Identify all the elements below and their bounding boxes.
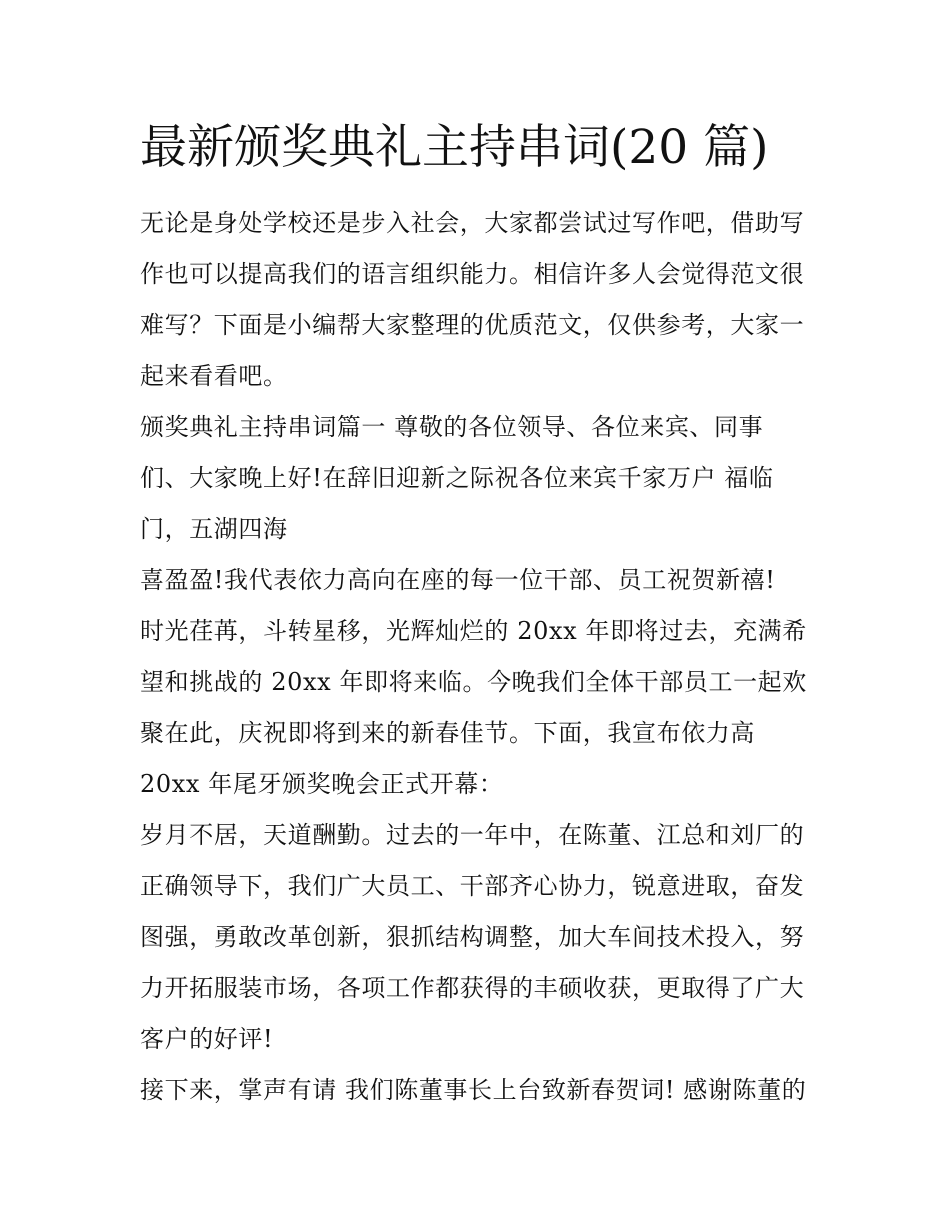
body-line: 正确领导下，我们广大员工、干部齐心协力，锐意进取，奋发 bbox=[140, 872, 805, 900]
body-line: 接下来，掌声有请 我们陈董事长上台致新春贺词! 感谢陈董的 bbox=[140, 1076, 807, 1104]
document-body bbox=[140, 198, 820, 1116]
body-line: 起来看看吧。 bbox=[140, 362, 288, 390]
body-line: 颁奖典礼主持串词篇一 尊敬的各位领导、各位来宾、同事 bbox=[140, 413, 764, 441]
body-line: 20xx 年尾牙颁奖晚会正式开幕： bbox=[140, 770, 504, 798]
body-line: 客户的好评! bbox=[140, 1025, 274, 1053]
body-line: 图强，勇敢改革创新，狠抓结构调整，加大车间技术投入，努 bbox=[140, 923, 805, 951]
document-title: 最新颁奖典礼主持串词(20 篇) bbox=[140, 120, 769, 175]
body-line: 无论是身处学校还是步入社会，大家都尝试过写作吧，借助写 bbox=[140, 209, 805, 237]
body-line: 作也可以提高我们的语言组织能力。相信许多人会觉得范文很 bbox=[140, 260, 805, 288]
body-line: 门，五湖四海 bbox=[140, 515, 288, 543]
body-line: 聚在此，庆祝即将到来的新春佳节。下面，我宣布依力高 bbox=[140, 719, 755, 747]
body-line: 时光荏苒，斗转星移，光辉灿烂的 20xx 年即将过去，充满希 bbox=[140, 617, 807, 645]
body-line: 力开拓服装市场，各项工作都获得的丰硕收获，更取得了广大 bbox=[140, 974, 805, 1002]
body-line: 望和挑战的 20xx 年即将来临。今晚我们全体干部员工一起欢 bbox=[140, 668, 807, 696]
body-line: 难写？下面是小编帮大家整理的优质范文，仅供参考，大家一 bbox=[140, 311, 805, 339]
body-line: 岁月不居，天道酬勤。过去的一年中，在陈董、江总和刘厂的 bbox=[140, 821, 805, 849]
body-line: 喜盈盈!我代表依力高向在座的每一位干部、员工祝贺新禧! bbox=[140, 566, 776, 594]
body-line: 们、大家晚上好!在辞旧迎新之际祝各位来宾千家万户 福临 bbox=[140, 464, 774, 492]
